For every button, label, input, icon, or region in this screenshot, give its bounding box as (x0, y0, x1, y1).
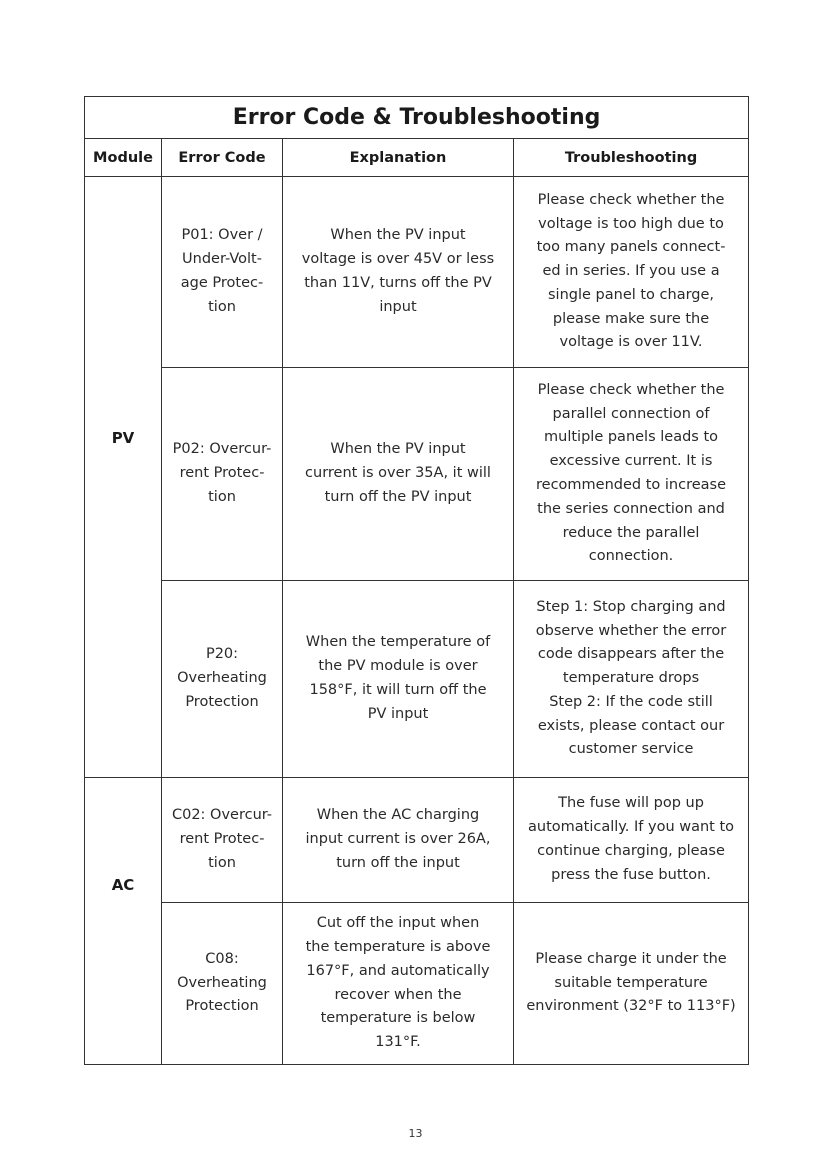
explanation-cell: When the AC charging input current is over 26A, turn off the input (283, 778, 514, 903)
troubleshooting-cell: Step 1: Stop charging and observe whether the error code disappears after the temperature drops Step 2: If the code still exists, please contact our customer service (514, 581, 749, 778)
error-code-table (84, 96, 749, 1065)
table-row (85, 778, 749, 903)
error-code-cell: C08: Overheating Protection (162, 903, 283, 1065)
table-header-row (85, 139, 749, 177)
troubleshooting-cell: The fuse will pop up automatically. If you want to continue charging, please press the fuse button. (514, 778, 749, 903)
table-title: Error Code & Troubleshooting (85, 97, 749, 139)
table-row (85, 903, 749, 1065)
explanation-cell: Cut off the input when the temperature is above 167°F, and automatically recover when the temperature is below 131°F. (283, 903, 514, 1065)
table-row (85, 177, 749, 368)
table-row (85, 581, 749, 778)
table-title-row (85, 97, 749, 139)
explanation-cell: When the PV input current is over 35A, it will turn off the PV input (283, 368, 514, 581)
error-code-cell: P01: Over / Under-Volt- age Protec- tion (162, 177, 283, 368)
explanation-cell: When the temperature of the PV module is over 158°F, it will turn off the PV input (283, 581, 514, 778)
page-number: 13 (408, 1127, 423, 1140)
module-ac: AC (85, 778, 162, 1065)
header-troubleshooting: Troubleshooting (514, 139, 749, 177)
troubleshooting-cell: Please charge it under the suitable temperature environment (32°F to 113°F) (514, 903, 749, 1065)
module-pv: PV (85, 177, 162, 778)
explanation-cell: When the PV input voltage is over 45V or less than 11V, turns off the PV input (283, 177, 514, 368)
header-explanation: Explanation (283, 139, 514, 177)
error-code-cell: P02: Overcur- rent Protec- tion (162, 368, 283, 581)
error-code-cell: C02: Overcur- rent Protec- tion (162, 778, 283, 903)
troubleshooting-cell: Please check whether the parallel connection of multiple panels leads to excessive current. It is recommended to increase the series connection and reduce the parallel connection. (514, 368, 749, 581)
header-module: Module (85, 139, 162, 177)
table-row (85, 368, 749, 581)
troubleshooting-cell: Please check whether the voltage is too high due to too many panels connect- ed in series. If you use a single panel to charge, please make sure the voltage is over 11V. (514, 177, 749, 368)
error-code-cell: P20: Overheating Protection (162, 581, 283, 778)
header-error-code: Error Code (162, 139, 283, 177)
